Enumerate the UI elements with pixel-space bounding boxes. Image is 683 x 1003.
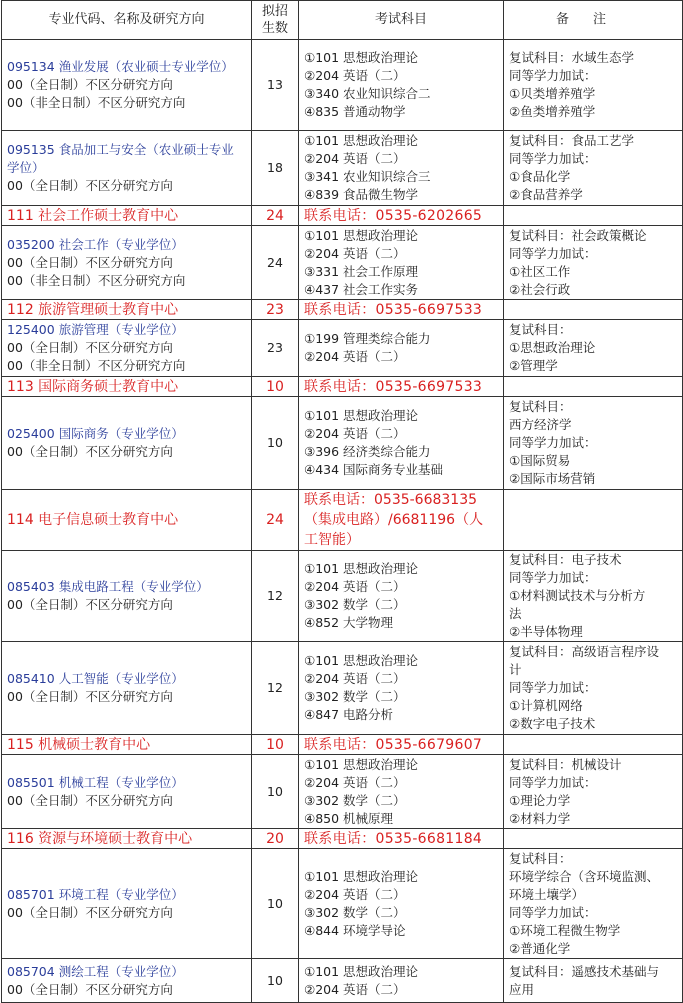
quota-cell: 13 — [252, 40, 299, 131]
section-name: 113 国际商务硕士教育中心 — [2, 377, 252, 397]
cell-line: ②204 英语（二） — [304, 349, 406, 364]
cell-line: ①101 思想政治理论 — [304, 868, 419, 884]
cell-line: ①思想政治理论 — [509, 340, 596, 355]
cell-line: ②食品营养学 — [509, 187, 583, 202]
section-quota: 20 — [252, 829, 299, 849]
major-name: 095134 渔业发展（农业硕士专业学位） — [7, 59, 234, 74]
cell-line: ②204 英语（二） — [304, 426, 406, 441]
cell-line: ④437 社会工作实务 — [304, 281, 419, 297]
admissions-table — [1, 0, 683, 1003]
quota-cell: 10 — [252, 959, 299, 1003]
section-name: 115 机械硕士教育中心 — [2, 735, 252, 755]
cell-line: ②204 英语（二） — [304, 886, 406, 902]
cell-line: 00（全日制）不区分研究方向 — [7, 981, 173, 997]
major-name: 085704 测绘工程（专业学位） — [7, 963, 184, 979]
subjects-cell — [299, 131, 504, 206]
section-phone: 联系电话：0535-6697533 — [299, 377, 504, 397]
section-row — [2, 206, 683, 226]
subjects-cell — [299, 755, 504, 829]
cell-line: ③302 数学（二） — [304, 597, 406, 612]
cell-line: ②204 英语（二） — [304, 68, 406, 83]
cell-line: ③331 社会工作原理 — [304, 263, 419, 279]
section-quota: 10 — [252, 735, 299, 755]
cell-line: 00（非全日制）不区分研究方向 — [7, 95, 186, 110]
cell-line: ③341 农业知识综合三 — [304, 169, 431, 184]
table-row — [2, 226, 683, 300]
cell-line: 复试科目： — [509, 322, 572, 337]
section-empty — [504, 377, 683, 397]
section-phone: 联系电话：0535-6202665 — [299, 206, 504, 226]
major-name: 085501 机械工程（专业学位） — [7, 774, 184, 790]
cell-line: ③340 农业知识综合二 — [304, 86, 431, 101]
cell-line: ①101 思想政治理论 — [304, 561, 419, 576]
cell-line: ④852 大学物理 — [304, 615, 394, 630]
cell-line: ④434 国际商务专业基础 — [304, 462, 444, 477]
cell-line: ①环境工程微生物学 — [509, 922, 621, 938]
subjects-cell — [299, 40, 504, 131]
cell-line: 环境学综合（含环境监测、 — [509, 868, 660, 884]
section-row — [2, 735, 683, 755]
cell-line: 同等学力加试： — [509, 570, 597, 585]
cell-line: ③396 经济类综合能力 — [304, 444, 431, 459]
major-cell — [2, 959, 252, 1003]
cell-line: ④844 环境学导论 — [304, 922, 406, 938]
major-cell — [2, 397, 252, 490]
notes-cell — [504, 959, 683, 1003]
quota-cell: 10 — [252, 755, 299, 829]
section-empty — [504, 490, 683, 551]
cell-line: 复试科目：遥感技术基础与 — [509, 963, 660, 979]
subjects-cell — [299, 551, 504, 642]
cell-line: ①材料测试技术与分析方 — [509, 588, 646, 603]
section-phone: 联系电话：0535-6697533 — [299, 300, 504, 320]
major-name: 095135 食品加工与安全（农业硕士专业学位） — [7, 142, 234, 175]
cell-line: ①国际贸易 — [509, 453, 571, 468]
quota-cell: 12 — [252, 642, 299, 735]
notes-cell — [504, 320, 683, 377]
major-name: 025400 国际商务（专业学位） — [7, 426, 184, 441]
table-body — [2, 40, 683, 1003]
cell-line: ①101 思想政治理论 — [304, 50, 419, 65]
cell-line: 复试科目：食品工艺学 — [509, 133, 635, 148]
major-cell — [2, 320, 252, 377]
section-phone: 联系电话：0535-6679607 — [299, 735, 504, 755]
major-name: 125400 旅游管理（专业学位） — [7, 322, 184, 337]
table-header-row — [2, 1, 683, 40]
cell-line: 同等学力加试： — [509, 904, 597, 920]
table-row — [2, 397, 683, 490]
cell-line: 法 — [509, 606, 522, 621]
section-name: 112 旅游管理硕士教育中心 — [2, 300, 252, 320]
cell-line: ②204 英语（二） — [304, 245, 406, 261]
section-empty — [504, 300, 683, 320]
cell-line: 复试科目：水域生态学 — [509, 50, 635, 65]
notes-cell — [504, 131, 683, 206]
table-row — [2, 131, 683, 206]
cell-line: 同等学力加试： — [509, 151, 597, 166]
major-name: 035200 社会工作（专业学位） — [7, 236, 184, 252]
header-quota: 拟招 生数 — [252, 1, 299, 40]
major-cell — [2, 755, 252, 829]
cell-line: 同等学力加试： — [509, 245, 597, 261]
section-quota: 10 — [252, 377, 299, 397]
major-cell — [2, 131, 252, 206]
section-row — [2, 300, 683, 320]
section-empty — [504, 735, 683, 755]
subjects-cell — [299, 642, 504, 735]
cell-line: 00（全日制）不区分研究方向 — [7, 178, 173, 193]
section-quota: 23 — [252, 300, 299, 320]
cell-line: 复试科目：高级语言程序设 — [509, 644, 660, 659]
major-cell — [2, 849, 252, 959]
cell-line: 00（非全日制）不区分研究方向 — [7, 272, 186, 288]
cell-line: ④850 机械原理 — [304, 810, 394, 826]
section-row — [2, 490, 683, 551]
cell-line: 复试科目：机械设计 — [509, 756, 622, 772]
notes-cell — [504, 755, 683, 829]
cell-line: ①101 思想政治理论 — [304, 408, 419, 423]
cell-line: 00（全日制）不区分研究方向 — [7, 254, 173, 270]
quota-cell: 18 — [252, 131, 299, 206]
cell-line: 复试科目： — [509, 399, 572, 414]
section-quota: 24 — [252, 206, 299, 226]
subjects-cell — [299, 849, 504, 959]
quota-cell: 10 — [252, 849, 299, 959]
cell-line: ①199 管理类综合能力 — [304, 331, 431, 346]
cell-line: 复试科目： — [509, 850, 572, 866]
cell-line: 工智能） — [304, 532, 360, 548]
major-name: 085403 集成电路工程（专业学位） — [7, 579, 209, 594]
cell-line: 00（全日制）不区分研究方向 — [7, 340, 173, 355]
cell-line: ③302 数学（二） — [304, 689, 406, 704]
cell-line: 00（全日制）不区分研究方向 — [7, 77, 173, 92]
cell-line: 00（全日制）不区分研究方向 — [7, 792, 173, 808]
cell-line: ①食品化学 — [509, 169, 571, 184]
cell-line: ①计算机网络 — [509, 698, 583, 713]
cell-line: ②204 英语（二） — [304, 774, 406, 790]
cell-line: 西方经济学 — [509, 417, 572, 432]
major-name: 085701 环境工程（专业学位） — [7, 886, 184, 902]
cell-line: 00（全日制）不区分研究方向 — [7, 444, 173, 459]
header-notes: 备注 — [504, 1, 683, 40]
notes-cell — [504, 642, 683, 735]
cell-line: 同等学力加试： — [509, 680, 597, 695]
section-name: 114 电子信息硕士教育中心 — [2, 490, 252, 551]
cell-line: ②204 英语（二） — [304, 151, 406, 166]
cell-line: （集成电路）/6681196（人 — [304, 512, 484, 528]
cell-line: ②普通化学 — [509, 940, 571, 956]
cell-line: 00（非全日制）不区分研究方向 — [7, 358, 186, 373]
section-row — [2, 377, 683, 397]
cell-line: 应用 — [509, 981, 535, 997]
major-cell — [2, 226, 252, 300]
section-name: 111 社会工作硕士教育中心 — [2, 206, 252, 226]
subjects-cell — [299, 320, 504, 377]
cell-line: ①101 思想政治理论 — [304, 963, 419, 979]
cell-line: ①101 思想政治理论 — [304, 653, 419, 668]
cell-line: 联系电话：0535-6683135 — [304, 492, 478, 508]
table-row — [2, 755, 683, 829]
section-empty — [504, 829, 683, 849]
table-row — [2, 320, 683, 377]
cell-line: ①贝类增养殖学 — [509, 86, 596, 101]
cell-line: ②204 英语（二） — [304, 671, 406, 686]
cell-line: ①101 思想政治理论 — [304, 133, 419, 148]
cell-line: 复试科目：社会政策概论 — [509, 227, 647, 243]
subjects-cell — [299, 397, 504, 490]
cell-line: ②204 英语（二） — [304, 981, 406, 997]
cell-line: ②数字电子技术 — [509, 716, 596, 731]
notes-cell — [504, 40, 683, 131]
cell-line: 同等学力加试： — [509, 68, 597, 83]
cell-line: ②国际市场营销 — [509, 471, 596, 486]
section-quota: 24 — [252, 490, 299, 551]
section-row — [2, 829, 683, 849]
cell-line: ④835 普通动物学 — [304, 104, 406, 119]
table-row — [2, 849, 683, 959]
cell-line: ②204 英语（二） — [304, 579, 406, 594]
quota-cell: 23 — [252, 320, 299, 377]
cell-line: ④839 食品微生物学 — [304, 187, 419, 202]
notes-cell — [504, 226, 683, 300]
notes-cell — [504, 551, 683, 642]
header-major: 专业代码、名称及研究方向 — [2, 1, 252, 40]
cell-line: ②材料力学 — [509, 810, 571, 826]
cell-line: ①社区工作 — [509, 263, 571, 279]
major-name: 085410 人工智能（专业学位） — [7, 671, 184, 686]
notes-cell — [504, 849, 683, 959]
cell-line: 00（全日制）不区分研究方向 — [7, 689, 173, 704]
cell-line: ①理论力学 — [509, 792, 571, 808]
subjects-cell — [299, 226, 504, 300]
quota-cell: 24 — [252, 226, 299, 300]
table-row — [2, 959, 683, 1003]
cell-line: ①101 思想政治理论 — [304, 227, 419, 243]
cell-line: ③302 数学（二） — [304, 904, 406, 920]
cell-line: 复试科目：电子技术 — [509, 552, 622, 567]
cell-line: 同等学力加试： — [509, 774, 597, 790]
section-phone — [299, 490, 504, 551]
section-empty — [504, 206, 683, 226]
major-cell — [2, 551, 252, 642]
cell-line: ②鱼类增养殖学 — [509, 104, 596, 119]
section-phone: 联系电话：0535-6681184 — [299, 829, 504, 849]
quota-cell: 12 — [252, 551, 299, 642]
cell-line: ②管理学 — [509, 358, 558, 373]
cell-line: ①101 思想政治理论 — [304, 756, 419, 772]
major-cell — [2, 40, 252, 131]
cell-line: ②半导体物理 — [509, 624, 583, 639]
subjects-cell — [299, 959, 504, 1003]
notes-cell — [504, 397, 683, 490]
cell-line: ②社会行政 — [509, 281, 571, 297]
table-row — [2, 642, 683, 735]
table-row — [2, 551, 683, 642]
cell-line: 00（全日制）不区分研究方向 — [7, 597, 173, 612]
major-cell — [2, 642, 252, 735]
cell-line: 计 — [509, 662, 522, 677]
table-row — [2, 40, 683, 131]
cell-line: ③302 数学（二） — [304, 792, 406, 808]
cell-line: 同等学力加试： — [509, 435, 597, 450]
cell-line: 环境土壤学） — [509, 886, 585, 902]
section-name: 116 资源与环境硕士教育中心 — [2, 829, 252, 849]
header-subjects: 考试科目 — [299, 1, 504, 40]
cell-line: 00（全日制）不区分研究方向 — [7, 904, 173, 920]
quota-cell: 10 — [252, 397, 299, 490]
cell-line: ④847 电路分析 — [304, 707, 394, 722]
